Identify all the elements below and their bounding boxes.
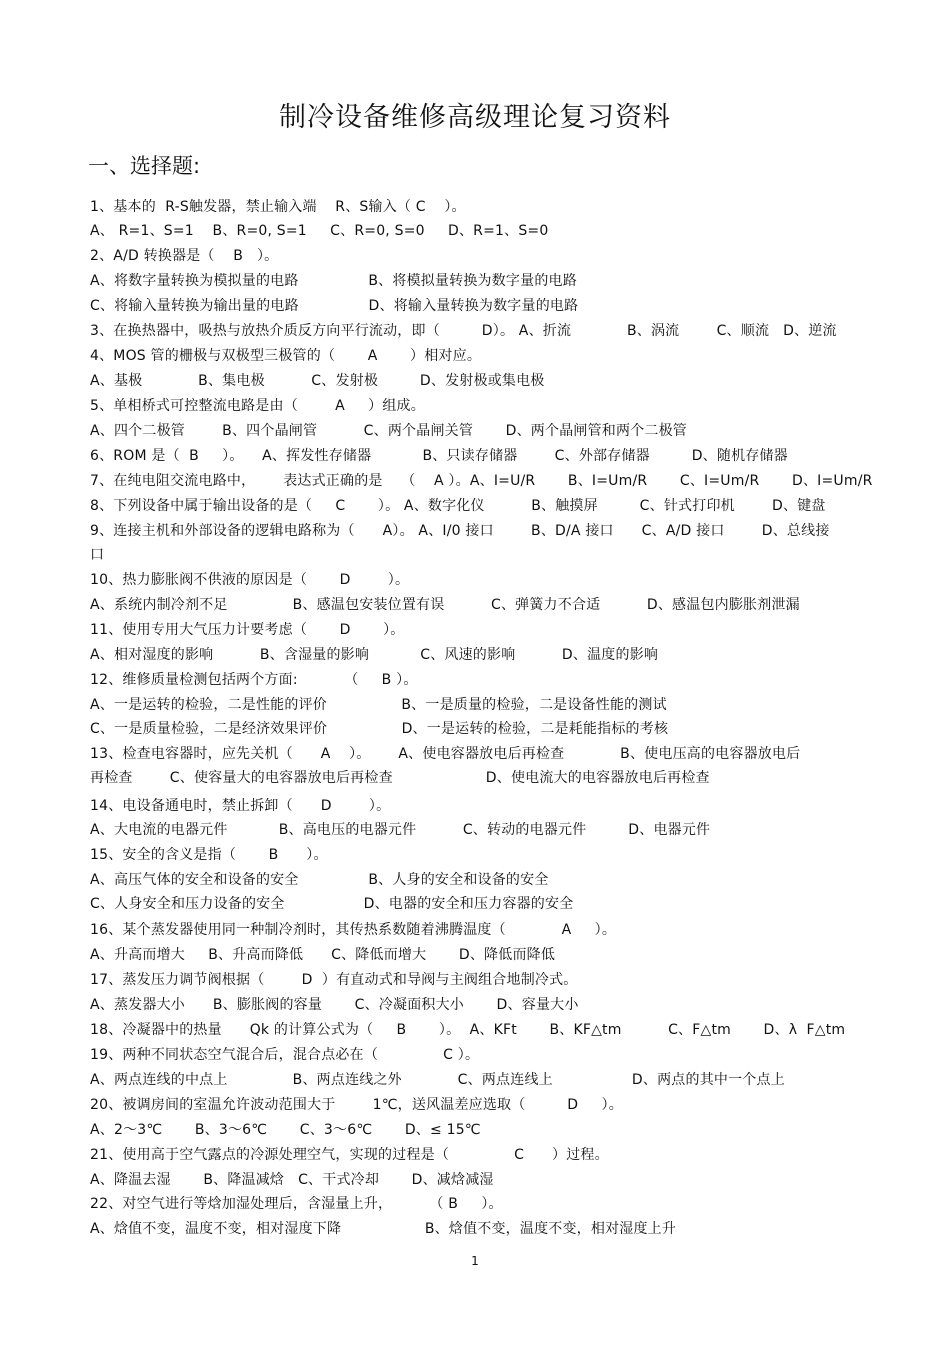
question-line: A、系统内制冷剂不足 B、感温包安装位置有误 C、弹簧力不合适 D、感温包内膨胀剂泄漏 xyxy=(90,597,800,613)
question-line: 12、维修质量检测包括两个方面: （ B ）。 xyxy=(90,672,418,688)
section-heading: 一、选择题: xyxy=(88,154,201,178)
question-line: 16、某个蒸发器使用同一种制冷剂时，其传热系数随着沸腾温度（ A ）。 xyxy=(90,922,617,938)
question-line: 21、使用高于空气露点的冷源处理空气，实现的过程是（ C ）过程。 xyxy=(90,1147,609,1163)
question-line: 15、安全的含义是指（ B ）。 xyxy=(90,847,328,863)
question-line: 6、ROM 是（ B ）。 A、挥发性存储器 B、只读存储器 C、外部存储器 D、随机存储器 xyxy=(90,448,788,464)
question-line: A、两点连线的中点上 B、两点连线之外 C、两点连线上 D、两点的其中一个点上 xyxy=(90,1072,785,1088)
question-line: 19、两种不同状态空气混合后，混合点必在（ C ）。 xyxy=(90,1047,480,1063)
question-line: C、将输入量转换为输出量的电路 D、将输入量转换为数字量的电路 xyxy=(90,298,579,314)
question-line: 17、蒸发压力调节阀根据（ D ）有直动式和导阀与主阀组合地制冷式。 xyxy=(90,972,578,988)
question-line: A、2～3℃ B、3～6℃ C、3～6℃ D、≤ 15℃ xyxy=(90,1122,481,1138)
question-line: C、人身安全和压力设备的安全 D、电器的安全和压力容器的安全 xyxy=(90,896,574,912)
question-line: C、一是质量检验，二是经济效果评价 D、一是运转的检验，二是耗能指标的考核 xyxy=(90,721,669,737)
question-line: 7、在纯电阻交流电路中， 表达式正确的是 （ A ）。A、I=U/R B、I=Um/R C、I=Um/R D、I=Um/R xyxy=(90,473,873,489)
question-line: A、焓值不变，温度不变，相对湿度下降 B、焓值不变，温度不变，相对湿度上升 xyxy=(90,1221,677,1237)
question-line: A、一是运转的检验，二是性能的评价 B、一是质量的检验，二是设备性能的测试 xyxy=(90,697,667,713)
question-line: 13、检查电容器时，应先关机（ A ）。 A、使电容器放电后再检查 B、使电压高的电容器放电后 xyxy=(90,746,801,762)
question-line: 再检查 C、使容量大的电容器放电后再检查 D、使电流大的电容器放电后再检查 xyxy=(90,770,710,786)
question-line: 8、下列设备中属于输出设备的是（ C ）。 A、数字化仪 B、触摸屏 C、针式打印机 D、键盘 xyxy=(90,498,826,514)
question-line: 口 xyxy=(90,547,105,563)
page-title: 制冷设备维修高级理论复习资料 xyxy=(279,102,671,133)
question-line: A、高压气体的安全和设备的安全 B、人身的安全和设备的安全 xyxy=(90,872,549,888)
question-line: A、大电流的电器元件 B、高电压的电器元件 C、转动的电器元件 D、电器元件 xyxy=(90,822,711,838)
question-line: A、相对湿度的影响 B、含湿量的影响 C、风速的影响 D、温度的影响 xyxy=(90,647,659,663)
question-line: 18、冷凝器中的热量 Qk 的计算公式为（ B ）。 A、KFt B、KF△tm C、F△tm D、λ F△tm xyxy=(90,1022,846,1038)
question-line: A、升高而增大 B、升高而降低 C、降低而增大 D、降低而降低 xyxy=(90,947,556,963)
question-line: 5、单相桥式可控整流电路是由（ A ）组成。 xyxy=(90,398,425,414)
question-line: 4、MOS 管的栅极与双极型三极管的（ A ）相对应。 xyxy=(90,348,482,364)
question-line: 22、对空气进行等焓加湿处理后，含湿量上升， （ B ）。 xyxy=(90,1196,503,1212)
question-line: A、降温去湿 B、降温减焓 C、干式冷却 D、减焓减湿 xyxy=(90,1172,494,1188)
question-line: 10、热力膨胀阀不供液的原因是（ D ）。 xyxy=(90,572,410,588)
question-line: 9、连接主机和外部设备的逻辑电路称为（ A）。 A、I/0 接口 B、D/A 接口 C、A/D 接口 D、总线接 xyxy=(90,523,830,539)
question-line: A、 R=1、S=1 B、R=0, S=1 C、R=0, S=0 D、R=1、S=0 xyxy=(90,223,549,239)
question-line: A、将数字量转换为模拟量的电路 B、将模拟量转换为数字量的电路 xyxy=(90,273,577,289)
question-line: 2、A/D 转换器是（ B ）。 xyxy=(90,248,279,264)
question-line: 3、在换热器中，吸热与放热介质反方向平行流动，即（ D）。 A、折流 B、涡流 C、顺流 D、逆流 xyxy=(90,323,837,339)
question-line: 11、使用专用大气压力计要考虑（ D ）。 xyxy=(90,622,405,638)
question-line: 20、被调房间的室温允许波动范围大于 1℃，送风温差应选取（ D ）。 xyxy=(90,1097,623,1113)
question-line: A、四个二极管 B、四个晶闸管 C、两个晶闸关管 D、两个晶闸管和两个二极管 xyxy=(90,423,687,439)
question-line: A、蒸发器大小 B、膨胀阀的容量 C、冷凝面积大小 D、容量大小 xyxy=(90,997,579,1013)
question-line: 14、电设备通电时，禁止拆卸（ D ）。 xyxy=(90,798,391,814)
page-number: 1 xyxy=(471,1254,479,1268)
question-line: A、基极 B、集电极 C、发射极 D、发射极或集电极 xyxy=(90,373,545,389)
question-line: 1、基本的 R-S触发器，禁止输入端 R、S输入（ C ）。 xyxy=(90,199,466,215)
